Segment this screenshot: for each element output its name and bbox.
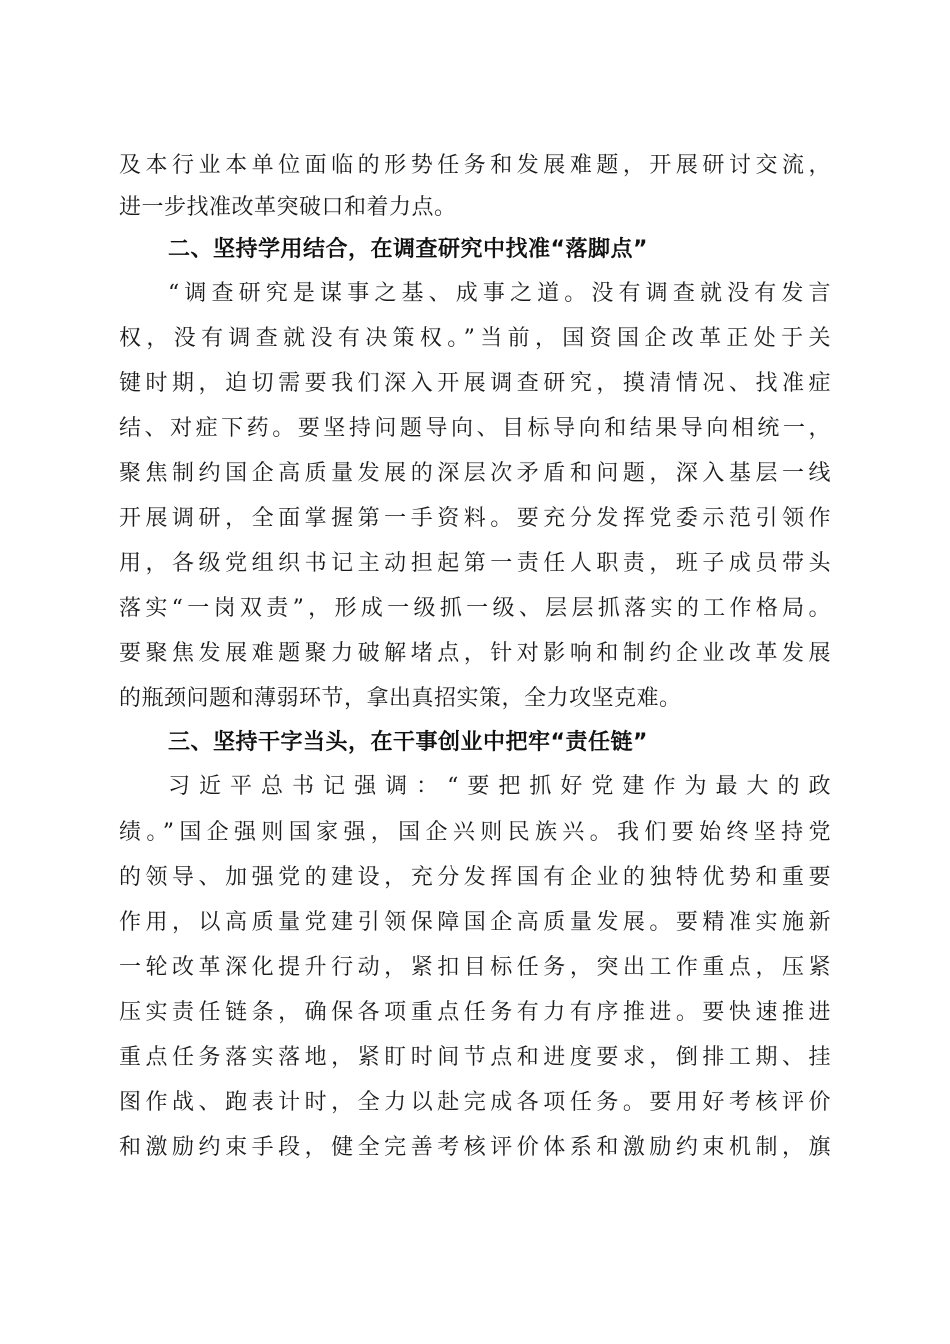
body-line: 习近平总书记强调：“要把抓好党建作为最大的政 <box>168 774 831 799</box>
body-line: 结、对症下药。要坚持问题导向、目标导向和结果导向相统一， <box>119 416 831 441</box>
body-line: 及本行业本单位面临的形势任务和发展难题，开展研讨交流， <box>119 153 831 178</box>
body-line: 进一步找准改革突破口和着力点。 <box>119 195 457 220</box>
body-line: 作用，以高质量党建引领保障国企高质量发展。要精准实施新 <box>119 910 831 935</box>
body-line: 绩。”国企强则国家强，国企兴则民族兴。我们要始终坚持党 <box>119 820 831 845</box>
body-line: 压实责任链条，确保各项重点任务有力有序推进。要快速推进 <box>119 1000 831 1025</box>
body-line: “调查研究是谋事之基、成事之道。没有调查就没有发言 <box>168 281 831 306</box>
body-line: 落实“一岗双责”，形成一级抓一级、层层抓落实的工作格局。 <box>119 596 831 621</box>
body-line: 用，各级党组织书记主动担起第一责任人职责，班子成员带头 <box>119 551 831 576</box>
body-line: 权，没有调查就没有决策权。”当前，国资国企改革正处于关 <box>119 326 831 351</box>
body-line: 图作战、跑表计时，全力以赴完成各项任务。要用好考核评价 <box>119 1090 831 1115</box>
body-line: 和激励约束手段，健全完善考核评价体系和激励约束机制，旗 <box>119 1135 831 1160</box>
body-line: 开展调研，全面掌握第一手资料。要充分发挥党委示范引领作 <box>119 506 831 531</box>
body-line: 的领导、加强党的建设，充分发挥国有企业的独特优势和重要 <box>119 865 831 890</box>
body-line: 一轮改革深化提升行动，紧扣目标任务，突出工作重点，压紧 <box>119 955 831 980</box>
body-line: 聚焦制约国企高质量发展的深层次矛盾和问题，深入基层一线 <box>119 461 831 486</box>
section-heading-3: 三、坚持干字当头，在干事创业中把牢“责任链” <box>168 730 648 755</box>
body-line: 的瓶颈问题和薄弱环节，拿出真招实策，全力攻坚克难。 <box>119 686 682 711</box>
body-line: 要聚焦发展难题聚力破解堵点，针对影响和制约企业改革发展 <box>119 641 831 666</box>
body-line: 键时期，迫切需要我们深入开展调查研究，摸清情况、找准症 <box>119 371 831 396</box>
body-line: 重点任务落实落地，紧盯时间节点和进度要求，倒排工期、挂 <box>119 1045 831 1070</box>
section-heading-2: 二、坚持学用结合，在调查研究中找准“落脚点” <box>168 237 648 262</box>
